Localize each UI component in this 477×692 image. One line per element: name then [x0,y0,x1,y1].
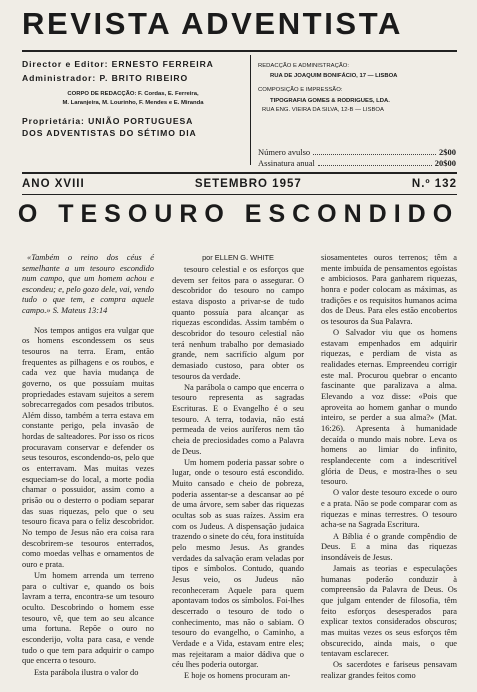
issue-rule-bottom [22,194,457,195]
board-line-1: CORPO DE REDACÇÃO: F. Cordas, E. Ferreira, [67,91,199,97]
issue-year: ANO XVIII [22,178,85,190]
epigraph: «Também o reino dos céus é semelhante a um tesouro escondido num campo, que um homem achou e escondeu; e, pelo gozo dele, vai, vendo tudo o que tem, e compra aquele campo.» S. Mateus 13:14 [22,253,154,315]
paragraph: tesouro celestial e os esforços que devem ser feitos para o assegurar. O descobridor do tesouro no campo estava disposto a privar-se de tudo quanto possuía para alcançar as riquezas escondidas. Assim também o descobridor do tesouro celestial não terá nenhum trabalho por demasiado grande, nem sacrifício algum por demasiado custoso, para obter os tesouros da verdade. [172,265,304,381]
paragraph: Um homem arrenda um terreno para o cultivar e, quando os bois lavram a terra, encontra-se um tesouro oculto. Descobrindo o homem esse tesouro, vê, que tem ao seu alcance uma fortuna. Repõe o ouro no esconderijo, volta para casa, e vende tudo o que tem para adquirir o campo que encerra o tesouro. [22,571,154,666]
paragraph: Jamais as teorias e especulações humanas poderão conduzir à compreensão da Palavra de Deus. Os que julgam entender de filosofia, têm feito esforços desesperados para explicar textos considerados obscuros; mas muitas vezes os seus esforços têm obscurecido, ainda mais, o que tentavam esclarecer. [321,564,457,659]
paragraph: siosamentetes ouros terrenos; têm a mente imbuída de pensamentos egoístas e ambiciosos. Para ganharem riquezas, honra e poder colocam as máximas, as tradições e os requisitos humanos acima dos de Deus. Para eles estão encobertos os tesouros da Sua Palavra. [321,253,457,326]
office-label: REDACÇÃO E ADMINISTRAÇÃO: [258,63,349,69]
price-single-value: 2$00 [439,147,456,157]
masthead-rule [22,50,457,52]
owner-line-2: DOS ADVENTISTAS DO SÉTIMO DIA [22,128,197,138]
paragraph: O Salvador viu que os homens estavam empenhados em adquirir riquezas, e perdiam de vista as realidades eternas. Empreendeu corrigir este mal. Procurou quebrar o encanto fascinante que paralizava a alma. Elevando a voz disse: «Pois que aproveita ao homem ganhar o mundo inteiro, se perder a sua alma?» (Mat. 16:26). Apresenta à humanidade decaída o mundo mais nobre. Leva os homens ao limiar do infinito, resplandecente com a indescritível glória de Deus, e mostra-lhes o seu tesouro. [321,328,457,487]
price-annual-value: 20$00 [434,158,456,168]
masthead: REVISTA ADVENTISTA [22,6,403,41]
paragraph: O valor deste tesouro excede o ouro e a prata. Não se pode comparar com as riquezas e minas terrestres. O tesouro acha-se na Sagrada Escritura. [321,488,457,530]
issue-rule-top [22,172,457,174]
paragraph: E hoje os homens procuram an- [184,671,291,681]
owner-line-1: Proprietária: UNIÃO PORTUGUESA [22,116,194,126]
paragraph: Os sacerdotes e fariseus pensavam realizar grandes feitos como [321,660,457,681]
printer-address: RUA ENG. VIEIRA DA SILVA, 12-B — LISBOA [262,107,384,113]
issue-number: N.º 132 [411,178,457,190]
director-line: Director e Editor: ERNESTO FERREIRA [22,59,214,69]
column-1 [22,253,154,678]
board-line-2: M. Laranjeira, M. Lourinho, F. Mendes e E. Miranda [62,100,204,106]
leader-dots [318,157,432,166]
column-3 [321,253,457,682]
leader-dots [313,146,436,155]
paragraph: Nos tempos antigos era vulgar que os homens escondessem os seus tesouros na terra. Eram, então frequentes as pilhagens e os roubos, e cada vez que havia mudança de governo, os que possuíam muitas propriedades estavam sujeitos a serem sobrecarregados com pesados tributos. Além disso, também a terra estava em constante perigo, pela invasão de hordas de salteadores. Por isso os ricos procuravam conservar e defender os seus tesouros, escondendo-os, pelo que os enterravam. Mas muitas vezes esqueciam-se do local, a morte podia chamar o possuidor, assim como a prisão ou o desterro o podiam separar das suas riquezas, pelo que o seu tesouro ficava para o feliz descobridor. No tempo de Jesus não era coisa rara descobrirem-se tesouros enterrados, como moedas velhas e ornamentos de ouro e prata. [22,325,154,569]
column-2 [172,253,304,682]
price-annual-label: Assinatura anual [258,158,315,168]
article-title: O TESOURO ESCONDIDO [17,200,460,228]
issue-line [22,178,457,190]
header-divider [250,55,251,165]
price-annual-row [258,157,456,169]
paragraph: Um homem poderia passar sobre o lugar, onde o tesouro está escondido. Muito cansado e cheio de pobreza, poderia assentar-se a descansar ao pé de uma árvore, sem saber das riquezas ocultas sob as suas raízes. Assim era com os Judeus. A dispensação judaica trazendo o sinete do céu, fora instituída pelo mesmo Jesus. As grandes verdades da salvação eram veladas por tipos e símbolos. Contudo, quando Jesus veio, os Judeus não reconheceram Aquele para quem apontavam todos os símbolos. Foi-lhes descerrado o tesouro de todo o conhecimento, mas não o sabiam. O tesouro do evangelho, o Caminho, a Verdade e a Vida, estavam entre eles; mas rejeitaram a maior dádiva que o céu lhes poderia outorgar. [172,457,304,670]
print-label: COMPOSIÇÃO E IMPRESSÃO: [258,87,343,93]
office-address: RUA DE JOAQUIM BONIFÁCIO, 17 — LISBOA [270,73,398,79]
admin-line: Administrador: P. BRITO RIBEIRO [22,73,189,83]
byline: por ELLEN G. WHITE [202,253,274,262]
price-single-label: Número avulso [258,147,311,157]
paragraph: Esta parábola ilustra o valor do [34,667,139,677]
paragraph: Na parábola o campo que encerra o tesouro representa as sagradas Escrituras. E o Evangelho é o seu tesouro. A terra, todavia, não está permeada de veios auríferos nem tão cheia de preciosidades como a Palavra de Deus. [172,382,304,456]
paragraph: A Bíblia é o grande compêndio de Deus. E a mina das riquezas insondáveis de Jesus. [321,531,457,562]
printer-name: TIPOGRAFIA GOMES & RODRIGUES, LDA. [270,98,390,104]
issue-date: SETEMBRO 1957 [194,178,302,190]
